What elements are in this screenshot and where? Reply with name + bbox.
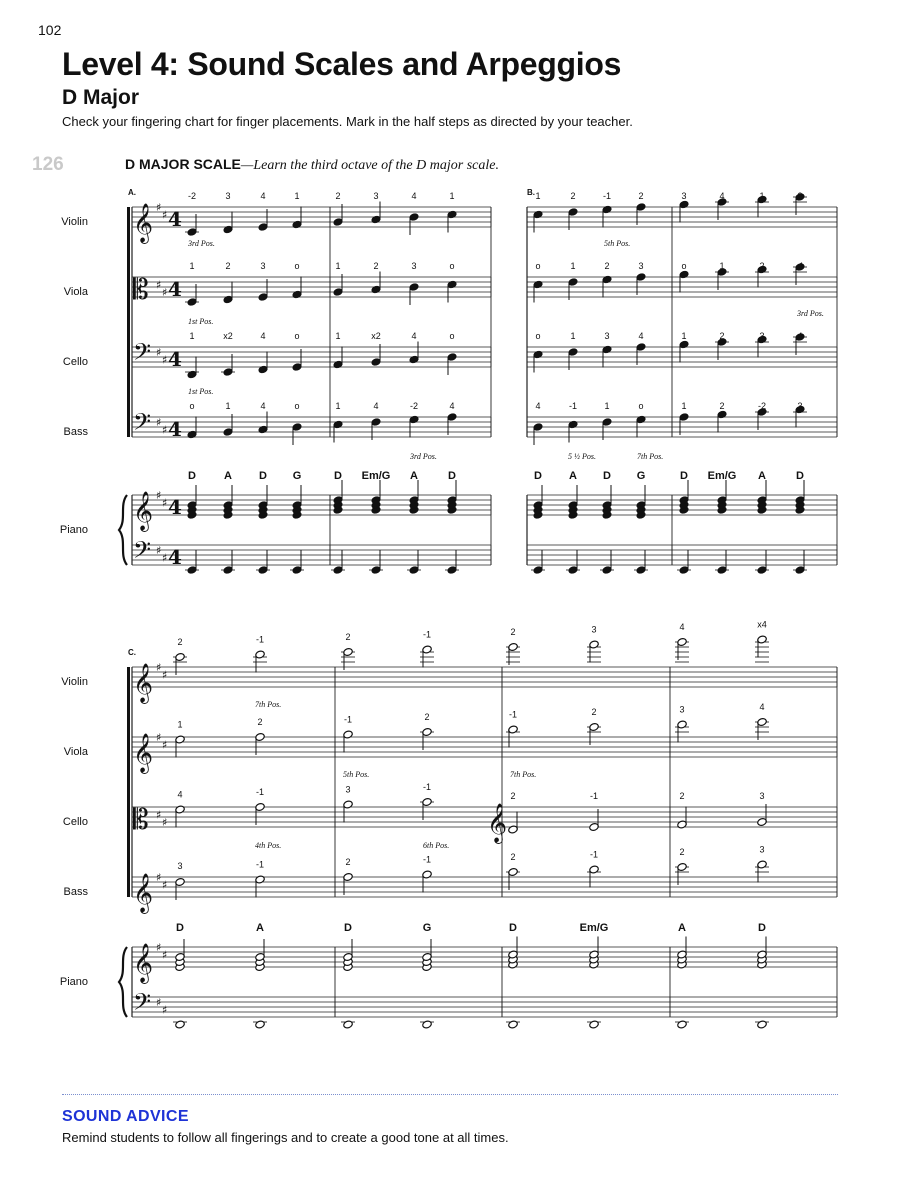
bass-clef-icon: 𝄢 [133,988,152,1021]
fingering-number: o [449,261,455,271]
time-signature: 4 [168,207,182,231]
sharp-icon: ♯ [156,201,162,214]
sharp-icon: ♯ [156,871,162,884]
fingering-number: 1 [449,191,455,201]
time-signature: 4 [168,545,182,569]
fingering-number: o [681,261,687,271]
fingering-number: 2 [679,791,685,801]
fingering-number: 4 [260,331,266,341]
fingering-number: -1 [255,787,265,797]
position-label: 5th Pos. [604,239,631,248]
sharp-icon: ♯ [156,661,162,674]
fingering-number: 3 [759,844,765,855]
position-label: 7th Pos. [255,700,282,709]
instrument-label-bass: Bass [63,886,88,898]
fingering-number: o [535,331,541,341]
instrument-label-violin: Violin [61,216,88,228]
sharp-icon: ♯ [156,489,162,502]
fingering-number: -1 [795,261,805,271]
instrument-label-piano: Piano [59,976,88,988]
fingering-number: -1 [589,849,599,860]
chord-symbol: D [176,922,184,934]
sharp-icon: ♯ [162,496,168,510]
section-label: C. [128,648,136,657]
fingering-number: 3 [591,624,597,635]
fingering-number: 2 [345,857,351,867]
chord-symbol: D [534,470,542,482]
treble-clef-icon: 𝄞 [133,491,154,531]
instrument-label-piano: Piano [59,524,88,536]
fingering-number: 2 [591,707,597,717]
bass-clef-icon: 𝄢 [133,408,152,441]
sharp-icon: ♯ [162,286,168,299]
fingering-number: 2 [335,191,341,201]
chord-symbol: D [259,470,267,482]
sharp-icon: ♯ [156,996,162,1009]
fingering-number: x2 [223,331,233,341]
sharp-icon: ♯ [162,208,168,222]
half-note-head [422,1020,432,1029]
fingering-number: 1 [681,401,687,411]
fingering-number: 2 [345,632,351,642]
half-note-head [343,1020,353,1029]
fingering-number: -2 [409,401,419,411]
instrument-label-bass: Bass [63,426,88,438]
time-signature: 4 [168,495,182,519]
sharp-icon: ♯ [162,738,168,752]
treble-clef-icon: 𝄞 [133,733,154,773]
instrument-label-cello: Cello [62,356,88,368]
page-subtitle: D Major [62,86,140,109]
sharp-icon: ♯ [162,551,168,565]
instrument-label-violin: Violin [61,676,88,688]
position-label: 3rd Pos. [188,239,215,248]
position-label: 7th Pos. [510,770,537,779]
fingering-number: 1 [189,331,195,341]
fingering-number: -1 [255,634,265,645]
fingering-number: 1 [294,191,300,201]
fingering-number: 4 [260,401,266,411]
fingering-number: 3 [177,861,183,871]
chord-symbol: A [678,922,686,934]
time-signature: 4 [168,277,182,301]
fingering-number: 3 [681,191,687,201]
sharp-icon: ♯ [156,346,162,359]
fingering-number: 4 [535,401,541,411]
fingering-number: 1 [719,261,725,271]
chord-symbol: D [448,470,456,482]
instructions-text: Check your fingering chart for finger placements. Mark in the half steps as directed by your teacher. [62,114,633,129]
instrument-label-viola: Viola [63,746,88,758]
fingering-number: 3 [373,191,379,201]
treble-clef-icon: 𝄞 [133,873,154,913]
sound-advice-text: Remind students to follow all fingerings and to create a good tone at all times. [62,1130,509,1145]
fingering-number: -2 [187,191,197,201]
treble-clef-icon: 𝄞 [133,943,154,983]
fingering-number: x4 [757,619,767,630]
position-label: 5th Pos. [343,770,370,779]
chord-symbol: D [509,922,517,934]
fingering-number: 1 [177,719,183,730]
fingering-number: 4 [449,401,455,411]
position-label: 6th Pos. [423,841,450,850]
fingering-number: 2 [604,261,610,271]
chord-symbol: D [680,470,688,482]
fingering-number: -2 [757,401,767,411]
fingering-number: -1 [508,709,518,720]
fingering-number: 2 [177,637,183,647]
fingering-number: o [189,401,195,411]
fingering-number: o [294,331,300,341]
fingering-number: -1 [602,191,612,201]
alto-clef-icon: 𝄡 [133,273,149,306]
fingering-number: 4 [759,702,765,712]
fingering-number: o [294,401,300,411]
chord-symbol: G [636,470,646,482]
treble-clef-icon: 𝄞 [487,803,508,843]
fingering-number: 2 [510,852,516,862]
position-label: 1st Pos. [188,317,214,326]
half-note-head [255,1020,265,1029]
fingering-number: -1 [422,854,432,865]
fingering-number: 3 [604,331,610,341]
fingering-number: 2 [373,261,379,271]
fingering-number: 4 [411,191,417,201]
bass-clef-icon: 𝄢 [133,338,152,371]
page-title: Level 4: Sound Scales and Arpeggios [62,46,622,82]
fingering-number: 4 [679,622,685,632]
fingering-number: 4 [638,331,644,341]
position-label: 5 ½ Pos. [568,452,596,461]
instrument-label-cello: Cello [62,816,88,828]
sharp-icon: ♯ [156,416,162,429]
fingering-number: 2 [570,191,576,201]
chord-symbol: Em/G [579,922,609,934]
student-page-number: 126 [32,154,64,175]
fingering-number: 1 [189,261,195,271]
fingering-number: -1 [343,714,353,725]
fingering-number: 2 [719,331,725,341]
piano-brace [119,947,127,1017]
half-note-head [677,1020,687,1029]
system-bracket [127,667,130,897]
fingering-number: 2 [797,191,803,201]
fingering-number: 3 [679,704,685,715]
fingering-number: 4 [373,401,379,411]
chord-symbol: D [796,470,804,482]
treble-clef-icon: 𝄞 [133,663,154,703]
alto-clef-icon: 𝄡 [133,803,149,836]
fingering-number: 3 [638,261,644,271]
chord-symbol: Em/G [361,470,391,482]
position-label: 4th Pos. [255,841,282,850]
fingering-number: 2 [257,717,263,727]
fingering-number: 2 [510,627,516,637]
sharp-icon: ♯ [156,731,162,744]
page-number: 102 [38,22,62,38]
fingering-number: 2 [510,791,516,801]
fingering-number: 1 [335,401,341,411]
scale-heading-title: D MAJOR SCALE [125,156,241,172]
sound-advice-heading: SOUND ADVICE [62,1108,189,1125]
chord-symbol: A [569,470,577,482]
fingering-number: 1 [335,261,341,271]
fingering-number: o [294,261,300,271]
half-note-head [757,1020,767,1029]
bass-clef-icon: 𝄢 [133,536,152,569]
sharp-icon: ♯ [162,353,168,367]
fingering-number: 1 [681,331,687,341]
time-signature: 4 [168,347,182,371]
fingering-number: -1 [422,782,432,792]
fingering-number: 3 [225,191,231,201]
fingering-number: 3 [411,261,417,271]
fingering-number: x2 [371,331,381,341]
chord-symbol: G [422,922,432,934]
section-label: B. [527,188,535,197]
sharp-icon: ♯ [162,668,168,682]
fingering-number: 1 [759,191,765,201]
chord-symbol: D [758,922,766,934]
chord-symbol: A [224,470,232,482]
fingering-number: o [638,401,644,411]
fingering-number: 4 [797,331,803,341]
chord-symbol: A [758,470,766,482]
chord-symbol: A [256,922,264,934]
scale-heading-subtitle: —Learn the third octave of the D major scale. [240,158,499,173]
chord-symbol: D [188,470,196,482]
chord-symbol: A [410,470,418,482]
fingering-number: 3 [797,401,803,411]
fingering-number: o [449,331,455,341]
sharp-icon: ♯ [156,808,162,822]
chord-symbol: D [344,922,352,934]
fingering-number: 4 [411,331,417,341]
position-label: 3rd Pos. [410,452,437,461]
fingering-number: -1 [422,629,432,640]
fingering-number: 2 [719,401,725,411]
sharp-icon: ♯ [162,878,168,892]
instrument-label-viola: Viola [63,286,88,298]
fingering-number: o [535,261,541,271]
position-label: 1st Pos. [188,387,214,396]
half-note-head [508,1020,518,1029]
chord-symbol: D [603,470,611,482]
chord-symbol: D [334,470,342,482]
fingering-number: 1 [535,191,541,201]
fingering-number: 4 [719,191,725,201]
sound-advice-divider [62,1094,838,1095]
sharp-icon: ♯ [156,278,162,292]
sharp-icon: ♯ [162,816,168,829]
section-label: A. [128,188,136,197]
sharp-icon: ♯ [162,423,168,437]
fingering-number: 3 [345,784,351,795]
fingering-number: 3 [260,261,266,271]
fingering-number: 4 [260,191,266,201]
fingering-number: 2 [679,847,685,857]
fingering-number: 2 [225,261,231,271]
fingering-number: 1 [570,331,576,341]
half-note-head [175,1020,185,1029]
sharp-icon: ♯ [156,544,162,557]
fingering-number: -1 [568,401,578,411]
fingering-number: -1 [589,791,599,801]
piano-brace [119,495,127,565]
fingering-number: 1 [335,331,341,341]
chord-symbol: G [292,470,302,482]
system-bracket [127,207,130,437]
fingering-number: 1 [225,401,231,411]
sharp-icon: ♯ [162,1003,168,1017]
fingering-number: 3 [759,331,765,341]
fingering-number: 2 [638,191,644,201]
sharp-icon: ♯ [162,948,168,962]
half-note-head [589,1020,599,1029]
time-signature: 4 [168,417,182,441]
fingering-number: 3 [759,791,765,801]
fingering-number: 2 [424,712,430,722]
treble-clef-icon: 𝄞 [133,203,154,243]
sharp-icon: ♯ [156,941,162,954]
fingering-number: 1 [570,261,576,271]
fingering-number: 1 [604,401,610,411]
fingering-number: 4 [177,789,183,800]
position-label: 7th Pos. [637,452,664,461]
chord-symbol: Em/G [707,470,737,482]
fingering-number: 2 [759,261,765,271]
position-label: 3rd Pos. [797,309,824,318]
fingering-number: -1 [255,859,265,870]
